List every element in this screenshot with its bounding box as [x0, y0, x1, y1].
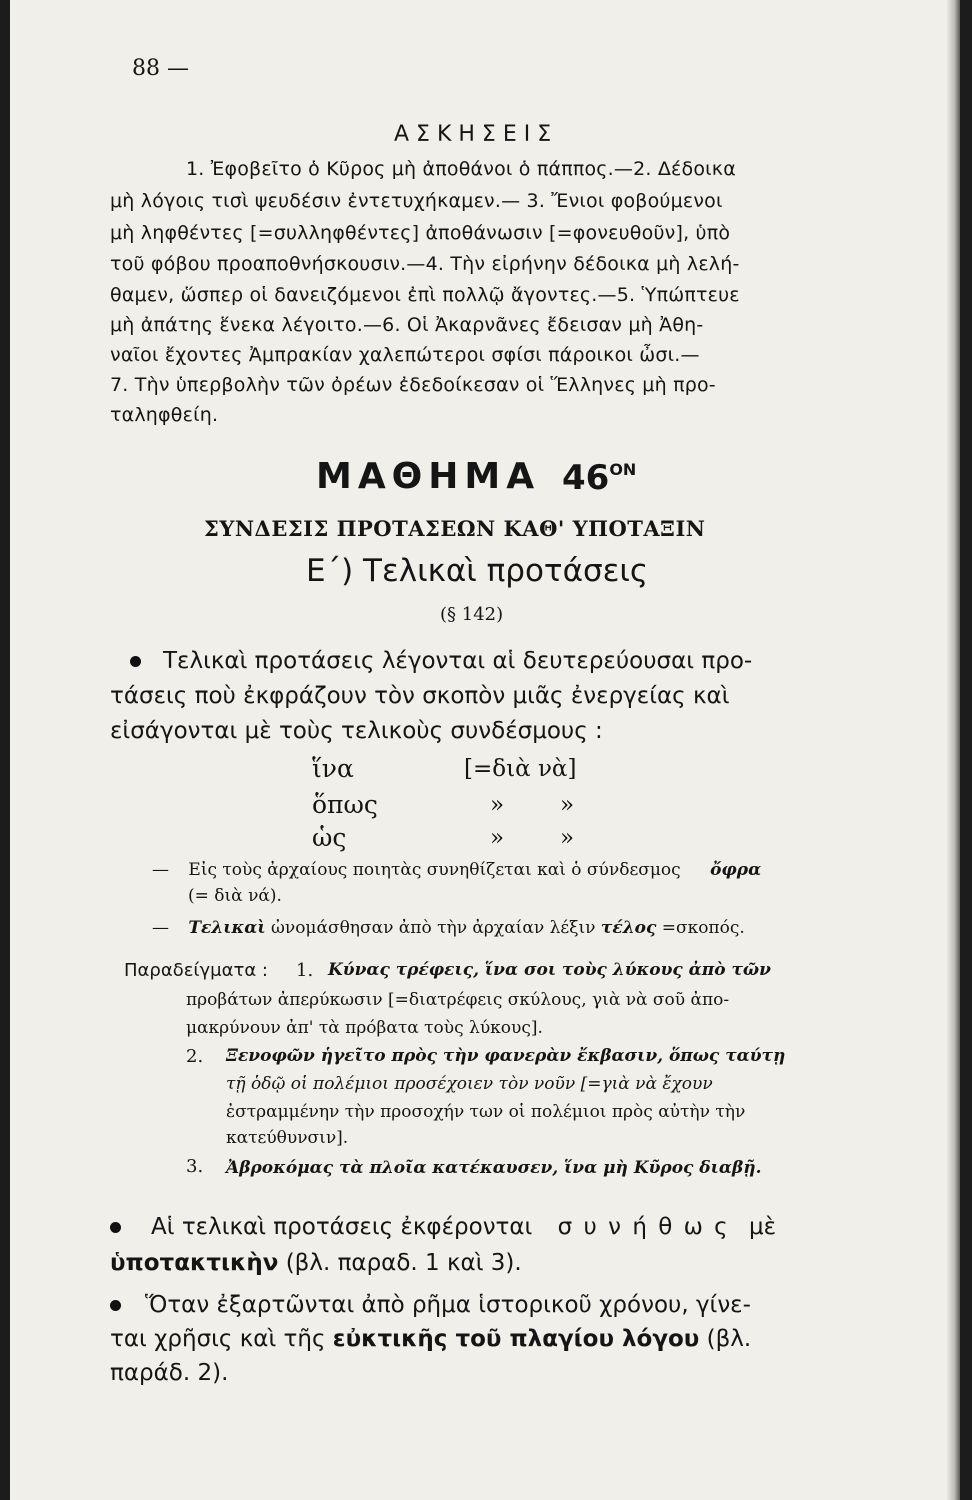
- page-edge-shadow: [946, 0, 960, 1500]
- note-text: =σκοπός.: [661, 918, 745, 938]
- example-line: Κύνας τρέφεις, ἵνα σοι τοὺς λύκους ἀπὸ τῶν: [328, 960, 771, 980]
- bullet-icon: [130, 656, 141, 667]
- paragraph-text: μὲ: [748, 1214, 777, 1240]
- example-line: μακρύνουν ἀπ' τὰ πρόβατα τοὺς λύκους].: [186, 1018, 543, 1038]
- exercise-line: τοῦ φόβου προαποθνήσκουσιν.—4. Τὴν εἰρήνην δέδοικα μὴ λελή-: [110, 253, 740, 275]
- exercise-line: 1. Ἐφοβεῖτο ὁ Κῦρος μὴ ἀποθάνοι ὁ πάππος.—2. Δέδοικα: [186, 158, 736, 180]
- lesson-title: ΜΑΘΗΜΑ: [316, 456, 541, 497]
- example-number: 3.: [186, 1156, 204, 1177]
- paragraph-text: Τελικαὶ προτάσεις λέγονται αἱ δευτερεύουσαι προ-: [163, 648, 753, 674]
- example-number: 1.: [296, 960, 314, 981]
- section-reference: (§ 142): [440, 604, 504, 625]
- section-title: Ε΄) Τελικαὶ προτάσεις: [306, 553, 649, 589]
- lesson-number: [562, 458, 636, 498]
- dash: —: [152, 918, 169, 938]
- lesson-number-suffix: ΟΝ: [609, 460, 637, 479]
- paragraph-line: [110, 1250, 522, 1276]
- examples-label: Παραδείγματα :: [124, 960, 268, 981]
- book-page: [10, 0, 960, 1500]
- note-term: τέλος: [600, 918, 657, 938]
- exercise-line: ταληφθείη.: [110, 404, 219, 426]
- note-term: ὄφρα: [710, 860, 762, 880]
- paragraph-line: εἰσάγονται μὲ τοὺς τελικοὺς συνδέσμους :: [110, 718, 603, 744]
- bullet-icon: [110, 1300, 121, 1311]
- conjunction-meaning: [=διὰ νὰ]: [464, 756, 577, 782]
- paragraph-text: (βλ. παραδ. 1 καὶ 3).: [285, 1250, 522, 1276]
- note-text: ὠνομάσθησαν ἀπὸ τὴν ἀρχαίαν λέξιν: [271, 918, 596, 938]
- example-line: τῇ ὁδῷ οἱ πολέμιοι προσέχοιεν τὸν νοῦν [=γιὰ νὰ ἔχουν: [226, 1074, 713, 1094]
- paragraph-line: τάσεις ποὺ ἐκφράζουν τὸν σκοπὸν μιᾶς ἐνεργείας καὶ: [110, 683, 730, 709]
- example-line: Ἀβροκόμας τὰ πλοῖα κατέκαυσεν, ἵνα μὴ Κῦρος διαβῇ.: [226, 1158, 762, 1178]
- paragraph-text: ται χρῆσις καὶ τῆς: [110, 1326, 326, 1352]
- ditto-mark: »: [490, 792, 505, 818]
- example-line: κατεύθυνσιν].: [226, 1128, 349, 1148]
- note-term: Τελικαὶ: [188, 918, 266, 938]
- exercise-line: ναῖοι ἔχοντες Ἀμπρακίαν χαλεπώτεροι σφίσι πάροικοι ὦσι.—: [110, 344, 700, 366]
- note-text: Εἰς τοὺς ἀρχαίους ποιητὰς συνηθίζεται καὶ ὁ σύνδεσμος: [188, 860, 681, 880]
- dash: —: [152, 860, 169, 880]
- paragraph-line: [110, 1326, 751, 1352]
- bold-term: ὑποτακτικὴν: [110, 1250, 279, 1276]
- ditto-mark: »: [490, 825, 505, 851]
- conjunction-word: ἵνα: [312, 754, 354, 783]
- exercises-heading: ΑΣΚΗΣΕΙΣ: [394, 122, 559, 147]
- ditto-mark: »: [560, 792, 575, 818]
- example-line: προβάτων ἀπερύκωσιν [=διατρέφεις σκύλους, γιὰ νὰ σοῦ ἀπο-: [186, 990, 730, 1010]
- paragraph-line: [110, 1214, 776, 1240]
- exercise-line: 7. Τὴν ὑπερβολὴν τῶν ὀρέων ἐδεδοίκεσαν οἱ Ἕλληνες μὴ προ-: [110, 374, 716, 396]
- lesson-number-value: 46: [562, 458, 610, 498]
- paragraph-text: Ὅταν ἐξαρτῶνται ἀπὸ ρῆμα ἱστορικοῦ χρόνου, γίνε-: [145, 1292, 751, 1318]
- paragraph-line: παράδ. 2).: [110, 1360, 229, 1386]
- bullet-icon: [110, 1222, 121, 1233]
- paragraph-text: Αἱ τελικαὶ προτάσεις ἐκφέρονται: [151, 1214, 533, 1240]
- paragraph-text: (βλ.: [706, 1326, 752, 1352]
- conjunction-word: ὡς: [312, 823, 347, 852]
- exercise-line: μὴ λόγοις τισὶ ψευδέσιν ἐντετυχήκαμεν.— 3. Ἔνιοι φοβούμενοι: [110, 190, 723, 212]
- note-line: [152, 860, 761, 880]
- example-number: 2.: [186, 1046, 204, 1067]
- conjunction-word: ὅπως: [312, 790, 378, 819]
- note-line: [152, 918, 745, 938]
- exercise-line: θαμεν, ὥσπερ οἱ δανειζόμενοι ἐπὶ πολλῷ ἄγοντες.—5. Ὑπώπτευε: [110, 284, 740, 306]
- example-line: ἐστραμμένην τὴν προσοχήν των οἱ πολέμιοι πρὸς αὐτὴν τὴν: [226, 1102, 746, 1122]
- paragraph-line: [110, 1292, 751, 1318]
- bold-term: εὐκτικῆς τοῦ πλαγίου λόγου: [332, 1326, 700, 1352]
- note-line: (= διὰ νά).: [188, 886, 282, 906]
- exercise-line: μὴ ἀπάτης ἕνεκα λέγοιτο.—6. Οἱ Ἀκαρνᾶνες ἔδεισαν μὴ Ἀθη-: [110, 314, 704, 336]
- page-number: 88 —: [132, 56, 189, 81]
- spaced-emphasis: σ υ ν ή θ ω ς: [557, 1214, 730, 1240]
- paragraph-line: [130, 648, 752, 674]
- example-line: Ξενοφῶν ἡγεῖτο πρὸς τὴν φανερὰν ἔκβασιν, ὅπως ταύτῃ: [226, 1046, 786, 1066]
- exercise-line: μὴ ληφθέντες [=συλληφθέντες] ἀποθάνωσιν [=φονευθοῦν], ὑπὸ: [110, 222, 731, 244]
- ditto-mark: »: [560, 825, 575, 851]
- lesson-subtitle: ΣΥΝΔΕΣΙΣ ΠΡΟΤΑΣΕΩΝ ΚΑΘ' ΥΠΟΤΑΞΙΝ: [204, 516, 706, 541]
